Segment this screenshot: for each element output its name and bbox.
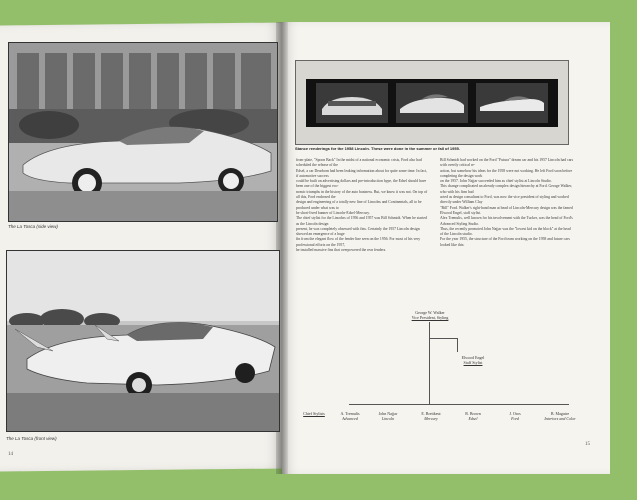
col2-line: This change complicated an already complex design hierarchy at Ford. George Walker, who with his firm had (440, 184, 573, 194)
member-name: John Najjar (378, 411, 398, 416)
member-role: Ford (511, 416, 519, 421)
org-top-title: Vice President, Styling (411, 315, 449, 320)
member-role: Edsel (468, 416, 478, 421)
org-top-box (395, 310, 465, 320)
org-mid-box (448, 355, 498, 365)
col1-line: The chief stylist for the Lincolns of 1956 and 1957 was Bill Schmidt. When he started as the Lincoln design (296, 216, 427, 226)
org-member (540, 411, 580, 421)
org-mid-title: Staff Stylist (463, 360, 483, 365)
member-role: Mercury (424, 416, 438, 421)
right-page-number: 15 (585, 442, 590, 447)
org-branch-line (349, 404, 569, 405)
col1-line: nomic triumphs in the history of the auto business. But, we know it was not. On top of all this, Ford endorsed the (296, 189, 428, 200)
org-mid-name: Elwood Engel (461, 355, 485, 360)
col1-line: fin from the elegant flow of the fender line seen on the 1956. For most of his very professional efforts on the 1957, (296, 237, 421, 247)
member-role: Interiors and Color (544, 416, 576, 421)
text-column-left (296, 158, 430, 308)
rendering-1 (316, 83, 388, 123)
member-name: J. Oros (509, 411, 521, 416)
col2-line: Alex Tremulis, well known for his involvement with the Tucker, was the head of Ford's Advanced Styling Studio. (440, 216, 573, 226)
org-member (372, 411, 404, 421)
org-connector (429, 322, 430, 404)
org-member (500, 411, 530, 421)
col2-line: action, but somehow his ideas for the 1958 were not working. He left Ford soon before completing the design work (440, 168, 573, 178)
org-member (414, 411, 448, 421)
org-connector (429, 338, 457, 339)
left-page-number: 14 (8, 452, 13, 457)
org-member (334, 411, 366, 421)
bottom-photo-caption: The La Tosca (front view) (6, 436, 57, 441)
member-name: E. Breitkeut (421, 411, 441, 416)
col2-line: For the year 1955, the structure of the Ford team working on the 1958 and future cars looked like this: (440, 237, 570, 247)
col1-line: be short-lived banner of Lincoln-Edsel-Mercury. (296, 210, 370, 215)
member-name: R. Brown (465, 411, 481, 416)
org-top-name: George W. Walker (415, 310, 445, 315)
col1-line: from-plate, "Spoon Back" In the midst of a national economic crisis, Ford also had scheduled the release of the (296, 158, 422, 168)
col2-line: Thus, the recently promoted John Najjar was the "lowest kid on the block" at the head of the Lincoln studio. (440, 226, 571, 237)
col1-line: present, he was completely obsessed with fins. Certainly the 1957 Lincoln design showed an emergence of a huge (296, 226, 420, 237)
col1-line: design and engineering of a totally new line of Lincolns and Continentals, all to be produced under what was to (296, 200, 422, 210)
col2-line: on the 1957. John Najjar succeeded him as chief stylist at Lincoln Studio. (440, 179, 552, 184)
la-tosca-front-photo (6, 250, 280, 432)
top-photo-caption: The La Tosca (side view) (8, 224, 58, 229)
member-role: Advanced (342, 416, 358, 421)
member-name: A. Tremulis (340, 411, 360, 416)
stance-renderings-photo (295, 60, 569, 145)
org-member (458, 411, 488, 421)
rendering-3 (476, 83, 548, 123)
col1-line: could be built on advertising dollars and pre-introduction hype, the Edsel should have been one of the biggest eco- (296, 179, 427, 189)
text-column-right (440, 158, 574, 308)
renderings-strip (306, 79, 558, 127)
col2-line: Bill Schmidt had worked on the Ford "Futura" dream car and his 1957 Lincoln had cars with overtly critical re- (440, 158, 574, 168)
col2-line: acted as design consultant to Ford, was now the vice president of styling and worked directly under William Clay (440, 195, 569, 205)
col2-line: "Bill" Ford. Walker's right-hand man at head of Lincoln-Mercury design was the famed Elwood Engel, staff stylist. (440, 205, 573, 215)
org-row-label: Chief Stylists (303, 411, 325, 416)
org-connector (457, 338, 458, 352)
stance-renderings-caption: Stance renderings for the 1958 Lincoln. These were done in the summer or fall of 1955. (295, 146, 460, 151)
member-name: B. Maguire (550, 411, 570, 416)
col1-line: he installed massive fins that overpowered the rear fenders. (296, 248, 387, 253)
rendering-2 (396, 83, 468, 123)
member-role: Lincoln (381, 416, 395, 421)
col1-line: Edsel, a car Dearborn had been leaking information about for quite some time. In fact, if automotive success (296, 168, 428, 178)
la-tosca-side-photo (8, 42, 278, 222)
